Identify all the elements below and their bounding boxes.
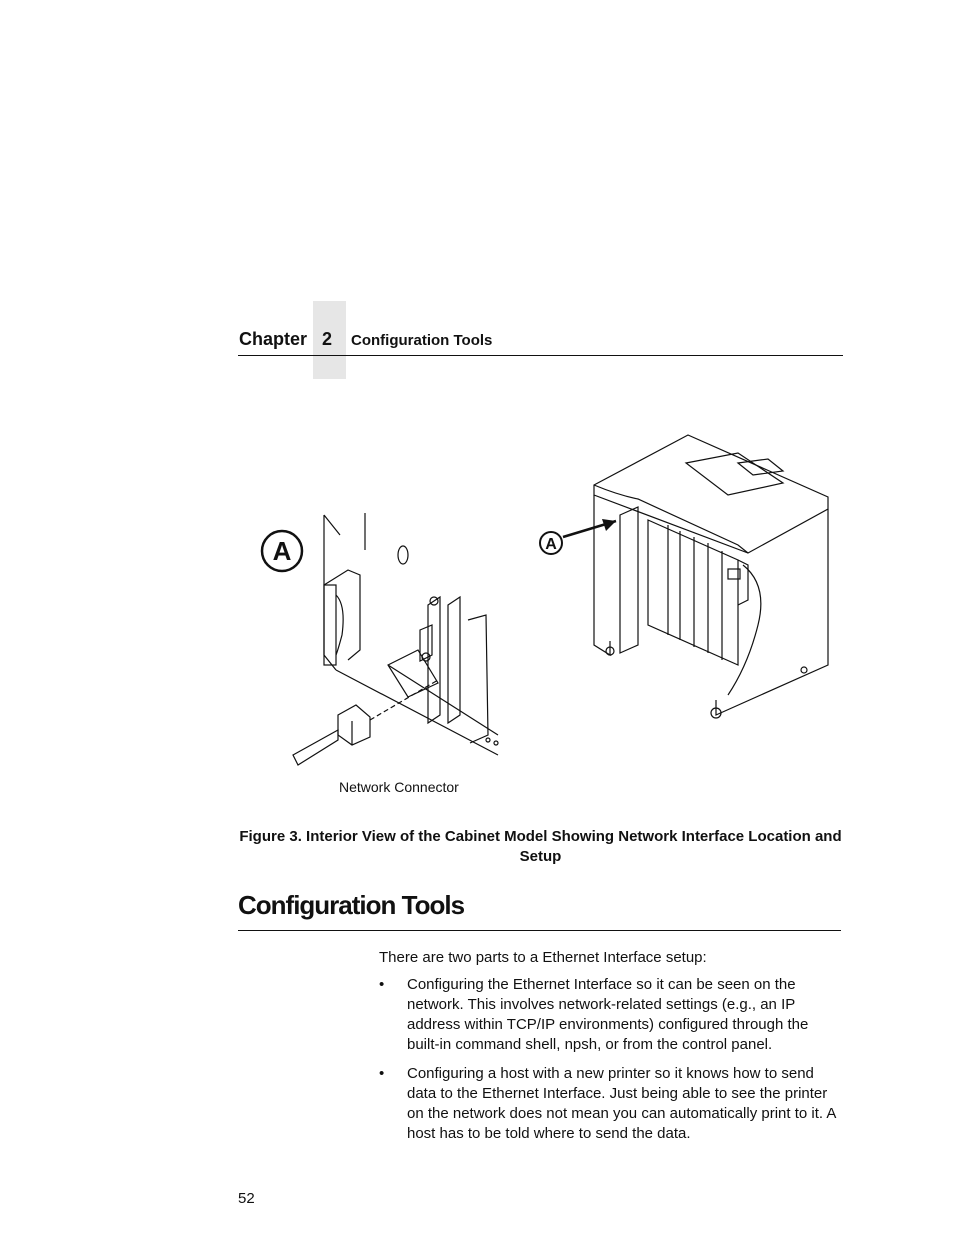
header-divider [238, 355, 843, 356]
section-heading: Configuration Tools [238, 890, 465, 920]
callout-a-left: A [272, 536, 292, 566]
list-item-text: Configuring a host with a new printer so it knows how to send data to the Ethernet Interface. Just being able to see the printer on the network does not mean you can automatically print to it. A host has to be told where to send the data. [407, 1065, 836, 1142]
bullet-marker: • [379, 1065, 385, 1082]
interface-closeup-drawing [262, 513, 498, 765]
figure-caption: Figure 3. Interior View of the Cabinet Model Showing Network Interface Location and Setup [239, 828, 842, 865]
callout-a-right: A [545, 536, 557, 553]
list-item-text: Configuring the Ethernet Interface so it can be seen on the network. This involves network-related settings (e.g., an IP address within TCP/IP environments) configured through the built-in command shell, npsh, or from the control panel. [407, 976, 809, 1053]
bullet-marker: • [379, 976, 385, 993]
network-connector-label: Network Connector [339, 779, 459, 795]
chapter-number: 2 [322, 329, 333, 349]
chapter-title: Configuration Tools [351, 332, 493, 349]
chapter-label: Chapter [239, 329, 308, 349]
printer-cabinet-drawing [594, 435, 828, 718]
page-number: 52 [238, 1190, 255, 1207]
section-divider [238, 930, 841, 931]
printer-interior-illustration [238, 425, 848, 775]
intro-paragraph: There are two parts to a Ethernet Interface setup: [379, 949, 707, 966]
